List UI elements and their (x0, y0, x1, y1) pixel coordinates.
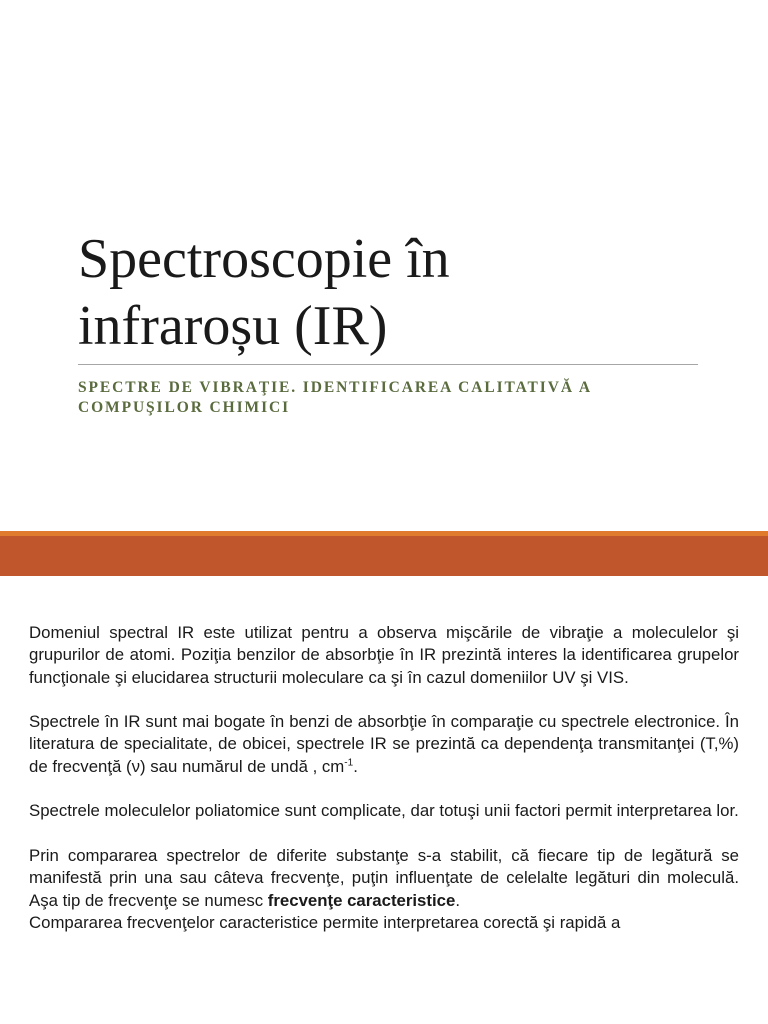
slide-title-line-2: infraroșu (IR) (78, 295, 388, 357)
paragraph-4-end: . (455, 890, 460, 910)
slide-subtitle-line-2: COMPUŞILOR CHIMICI (78, 399, 291, 416)
paragraph-4-text: Prin compararea spectrelor de diferite substanţe s-a stabilit, că fiecare tip de legătură se manifestă prin una sau câteva frecvenţe, puţin influenţate de celelalte legături din moleculă. Aşa tip de frecvenţe se numesc (29, 845, 739, 910)
accent-band (0, 536, 768, 576)
document-body (29, 622, 739, 956)
paragraph-1: Domeniul spectral IR este utilizat pentru a observa mişcările de vibraţie a moleculelor şi grupurilor de atomi. Poziţia benzilor de absorbţie în IR prezintă interes la identificarea grupelor funcţionale şi elucidarea structurii moleculare ca şi în cazul domeniilor UV şi VIS. (29, 623, 739, 687)
slide-title-line-1: Spectroscopie în (78, 228, 450, 290)
slide-subtitle (78, 378, 718, 418)
paragraph-5: Compararea frecvenţelor caracteristice permite interpretarea corectă şi rapidă a (29, 912, 621, 932)
paragraph-2 (29, 711, 739, 778)
paragraph-2-superscript: -1 (344, 757, 354, 769)
paragraph-2-text: Spectrele în IR sunt mai bogate în benzi de absorbţie în comparaţie cu spectrele electronice. În literatura de specialitate, de obicei, spectrele IR se prezintă ca dependenţa transmitanţei (T,%) de frecvenţă (ν) sau numărul de undă , cm (29, 712, 739, 776)
paragraph-4-bold-term: frecvenţe caracteristice (267, 890, 456, 910)
paragraph-3: Spectrele moleculelor poliatomice sunt complicate, dar totuşi unii factori permit interpretarea lor. (29, 801, 739, 821)
slide-subtitle-line-1: SPECTRE DE VIBRAŢIE. IDENTIFICAREA CALITATIVĂ A (78, 379, 592, 396)
paragraph-2-end: . (353, 756, 358, 776)
paragraph-4 (29, 845, 739, 912)
title-divider (78, 364, 698, 365)
slide-title (78, 226, 718, 360)
